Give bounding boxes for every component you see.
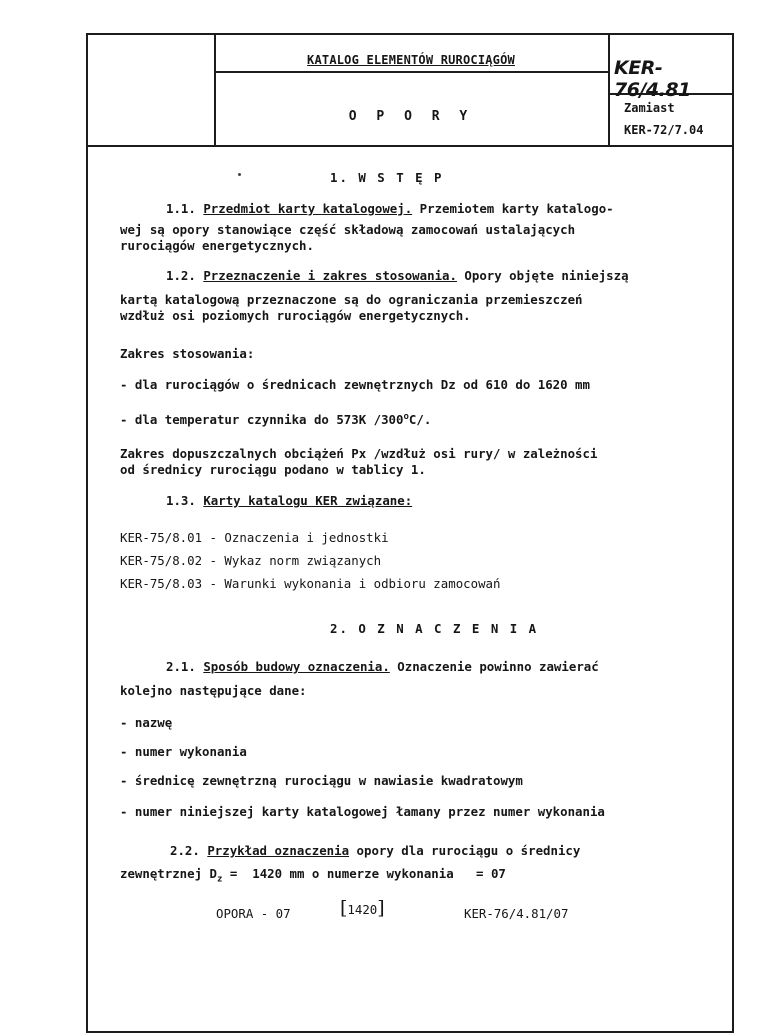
load-range-text: Zakres dopuszczalnych obciążeń Px /wzdłuż osi rury/ w zależności	[120, 446, 598, 461]
paragraph-line: wzdłuż osi poziomych rurociągów energetycznych.	[120, 308, 471, 323]
diameter-text: zewnętrznej D	[120, 866, 217, 881]
related-card: KER-75/8.01 - Oznaczenia i jednostki	[120, 530, 389, 545]
replaces-code: KER-72/7.04	[624, 123, 704, 137]
related-card: KER-75/8.03 - Warunki wykonania i odbioru zamocowań	[120, 576, 501, 591]
scope-item-text: - dla temperatur czynnika do 573K /300	[120, 412, 404, 428]
paragraph-title: Przykład oznaczenia	[207, 843, 350, 858]
paragraph-title: Karty katalogu KER związane:	[203, 493, 413, 508]
paragraph-1-1	[166, 201, 614, 217]
paragraph-number: 1.1.	[166, 201, 196, 216]
paragraph-text: Oznaczenie powinno zawierać	[397, 659, 599, 674]
bracket-close: ]	[377, 897, 385, 919]
paragraph-text: Opory objęte niniejszą	[464, 268, 629, 283]
paragraph-1-3	[166, 493, 412, 509]
paragraph-number: 2.2.	[170, 843, 200, 858]
replaces-label: Zamiast	[624, 101, 675, 115]
paragraph-line: wej są opory stanowiące część składową zamocowań ustalających	[120, 222, 576, 237]
diameter-value: 1420	[347, 902, 378, 917]
paragraph-title: Przedmiot karty katalogowej.	[203, 201, 413, 216]
section2-heading: 2. O Z N A C Z E N I A	[330, 621, 539, 636]
scope-item: - dla rurociągów o średnicach zewnętrznych Dz od 610 do 1620 mm	[120, 377, 590, 392]
scope-item-unit: C/.	[408, 412, 432, 428]
paragraph-line	[120, 866, 506, 887]
paragraph-title: Sposób budowy oznaczenia.	[203, 659, 390, 674]
designation-item: - nazwę	[120, 715, 173, 730]
designation-item: - numer wykonania	[120, 744, 247, 759]
paragraph-number: 1.3.	[166, 493, 196, 508]
degree-mark: o	[403, 412, 409, 422]
card-code: KER-76/4.81	[614, 57, 691, 101]
example-designation-card: KER-76/4.81/07	[464, 906, 569, 921]
example-designation-name: OPORA - 07	[216, 906, 291, 921]
paragraph-line: rurociągów energetycznych.	[120, 238, 314, 253]
paragraph-number: 2.1.	[166, 659, 196, 674]
section1-heading: 1. W S T Ę P	[330, 170, 444, 185]
load-range-text: od średnicy rurociągu podano w tablicy 1.	[120, 462, 426, 477]
bracket-open: [	[340, 897, 348, 919]
paragraph-title: Przeznaczenie i zakres stosowania.	[203, 268, 457, 283]
example-designation-diameter	[340, 897, 385, 919]
diameter-value-text: = 1420 mm o numerze wykonania = 07	[222, 866, 506, 881]
scan-speck	[238, 173, 241, 176]
section-title: O P O R Y	[348, 109, 474, 124]
designation-item: - średnicę zewnętrzną rurociągu w nawiasie kwadratowym	[120, 773, 523, 788]
scope-label: Zakres stosowania:	[120, 346, 255, 361]
paragraph-text: opory dla rurociągu o średnicy	[356, 843, 581, 858]
catalog-title: KATALOG ELEMENTÓW RUROCIĄGÓW	[307, 53, 515, 67]
paragraph-1-2	[166, 268, 629, 284]
paragraph-2-1	[166, 659, 599, 675]
diameter-subscript: z	[216, 874, 223, 885]
paragraph-line: kolejno następujące dane:	[120, 683, 307, 698]
scope-item	[120, 409, 431, 428]
related-card: KER-75/8.02 - Wykaz norm związanych	[120, 553, 382, 568]
designation-item: - numer niniejszej karty katalogowej łamany przez numer wykonania	[120, 804, 605, 819]
paragraph-text: Przemiotem karty katalogo-	[419, 201, 614, 216]
paragraph-number: 1.2.	[166, 268, 196, 283]
paragraph-line: kartą katalogową przeznaczone są do ograniczania przemieszczeń	[120, 292, 583, 307]
paragraph-2-2	[170, 843, 580, 859]
